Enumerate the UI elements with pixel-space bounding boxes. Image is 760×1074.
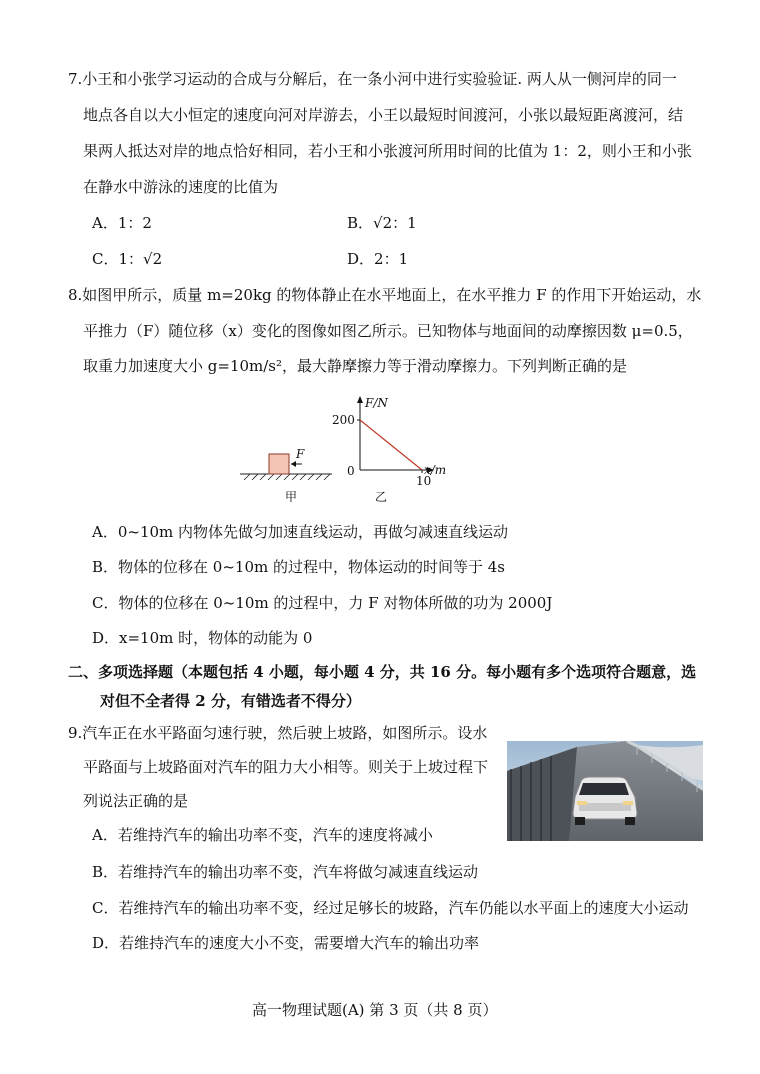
q9-option-b: B．若维持汽车的输出功率不变，汽车将做匀减速直线运动 xyxy=(92,863,479,881)
q9-option-d: D．若维持汽车的速度大小不变，需要增大汽车的输出功率 xyxy=(92,934,480,952)
q9-option-a: A．若维持汽车的输出功率不变，汽车的速度将减小 xyxy=(92,826,433,844)
force-label: F xyxy=(296,447,305,461)
q7-option-d: D．2：1 xyxy=(347,250,409,268)
q8-option-b: B．物体的位移在 0~10m 的过程中，物体运动的时间等于 4s xyxy=(92,558,505,576)
q7-stem-line-2: 地点各自以大小恒定的速度向河对岸游去，小王以最短时间渡河，小张以最短距离渡河，结 xyxy=(83,106,684,124)
q9-option-c: C．若维持汽车的输出功率不变，经过足够长的坡路，汽车仍能以水平面上的速度大小运动 xyxy=(92,899,689,917)
q8-option-d: D．x=10m 时，物体的动能为 0 xyxy=(92,629,313,647)
figure-yi-label: 乙 xyxy=(375,490,388,504)
y-axis-arrow xyxy=(357,396,363,403)
origin-label: 0 xyxy=(347,464,355,478)
q7-stem-line-4: 在静水中游泳的速度的比值为 xyxy=(83,178,279,196)
series-line xyxy=(360,420,422,470)
y-tick-label: 200 xyxy=(332,413,355,427)
x-tick-label: 10 xyxy=(416,474,432,488)
q8-stem-line-1: 8.如图甲所示，质量 m=20kg 的物体静止在水平地面上，在水平推力 F 的作用下开始运动，水 xyxy=(68,286,702,304)
ground-hatch xyxy=(240,474,332,480)
x-axis-label: x/m xyxy=(424,463,447,477)
q8-option-a: A．0~10m 内物体先做匀加速直线运动，再做匀减速直线运动 xyxy=(92,523,509,541)
q8-stem-line-3: 取重力加速度大小 g=10m/s²，最大静摩擦力等于滑动摩擦力。下列判断正确的是 xyxy=(83,357,628,375)
q7-option-b: B．√2：1 xyxy=(347,214,417,232)
q9-stem-line-2: 平路面与上坡路面对汽车的阻力大小相等。则关于上坡过程下 xyxy=(83,758,489,776)
figure-yi-chart xyxy=(320,394,460,494)
q8-stem-line-2: 平推力（F）随位移（x）变化的图像如图乙所示。已知物体与地面间的动摩擦因数 μ=0.5， xyxy=(83,322,693,340)
car-on-slope-photo xyxy=(507,741,703,841)
force-arrow xyxy=(291,461,302,467)
q7-stem-line-1: 7.小王和小张学习运动的合成与分解后，在一条小河中进行实验验证. 两人从一侧河岸的同一 xyxy=(68,70,677,88)
q7-option-c: C．1：√2 xyxy=(92,250,163,268)
page-footer: 高一物理试题(A) 第 3 页（共 8 页） xyxy=(252,1001,498,1019)
q7-stem-line-3: 果两人抵达对岸的地点恰好相同，若小王和小张渡河所用时间的比值为 1：2，则小王和小张 xyxy=(83,142,692,160)
q9-stem-line-3: 列说法正确的是 xyxy=(83,792,189,810)
q7-option-a: A．1：2 xyxy=(92,214,152,232)
car xyxy=(573,777,637,825)
section2-heading-line-2: 对但不全者得 2 分，有错选者不得分） xyxy=(100,692,361,710)
figure-jia-label: 甲 xyxy=(285,490,298,504)
section2-heading-line-1: 二、多项选择题（本题包括 4 小题，每小题 4 分，共 16 分。每小题有多个选项符合题意，选 xyxy=(68,663,697,681)
y-axis-label: F/N xyxy=(365,396,388,410)
block xyxy=(269,454,289,474)
q8-option-c: C．物体的位移在 0~10m 的过程中，力 F 对物体所做的功为 2000J xyxy=(92,594,553,612)
q9-stem-line-1: 9.汽车正在水平路面匀速行驶，然后驶上坡路，如图所示。设水 xyxy=(68,724,488,742)
